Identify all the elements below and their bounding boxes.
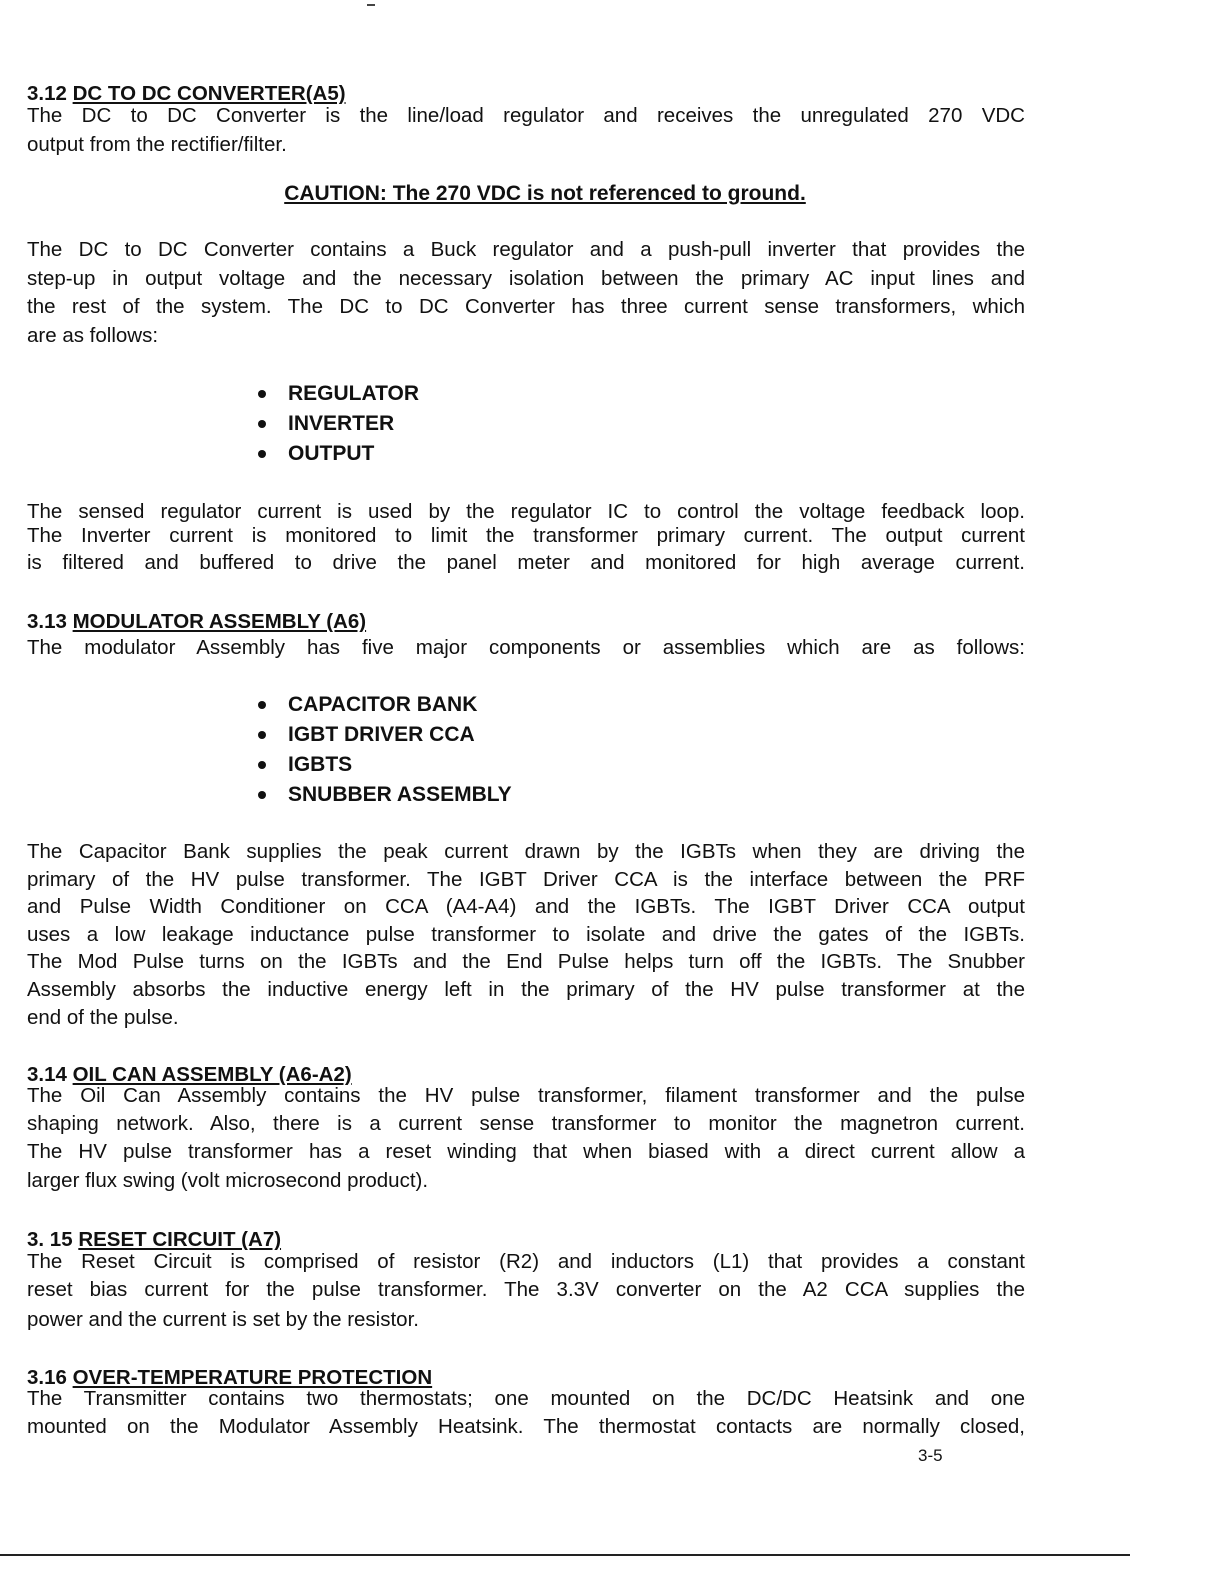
paragraph-line: output from the rectifier/filter. (27, 133, 287, 156)
paragraph-line: the rest of the system. The DC to DC Converter has three current sense transformers, which (27, 295, 1025, 318)
bullet-item (258, 441, 374, 467)
section-number: 3.12 (27, 82, 67, 105)
paragraph-line: step-up in output voltage and the necessary isolation between the primary AC input lines and (27, 267, 1025, 290)
section-number: 3.13 (27, 610, 67, 633)
paragraph-line: end of the pulse. (27, 1006, 179, 1029)
section-heading (27, 609, 1025, 635)
paragraph-line: The Capacitor Bank supplies the peak current drawn by the IGBTs when they are driving the (27, 840, 1025, 863)
bullet-label: CAPACITOR BANK (288, 693, 478, 716)
bullet-item (258, 722, 475, 748)
bullet-label: SNUBBER ASSEMBLY (288, 783, 512, 806)
paragraph-line: uses a low leakage inductance pulse transformer to isolate and drive the gates of the IGBTs. (27, 923, 1025, 946)
bullet-item (258, 692, 477, 718)
bullet-icon (258, 390, 266, 398)
paragraph-line: primary of the HV pulse transformer. The IGBT Driver CCA is the interface between the PRF (27, 868, 1025, 891)
bullet-icon (258, 791, 266, 799)
paragraph-line: The HV pulse transformer has a reset winding that when biased with a direct current allow a (27, 1140, 1025, 1163)
paragraph-line: larger flux swing (volt microsecond product). (27, 1169, 429, 1192)
bullet-icon (258, 450, 266, 458)
paragraph-line: is filtered and buffered to drive the panel meter and monitored for high average current. (27, 551, 1025, 574)
paragraph-line: Assembly absorbs the inductive energy left in the primary of the HV pulse transformer at the (27, 978, 1025, 1001)
paragraph-line: The Mod Pulse turns on the IGBTs and the End Pulse helps turn off the IGBTs. The Snubber (27, 950, 1025, 973)
section-title: OIL CAN ASSEMBLY (A6-A2) (72, 1063, 352, 1086)
bullet-label: OUTPUT (288, 442, 375, 465)
paragraph-line: are as follows: (27, 324, 159, 347)
paragraph-line: The Oil Can Assembly contains the HV pulse transformer, filament transformer and the pulse (27, 1084, 1025, 1107)
paragraph-line: The modulator Assembly has five major components or assemblies which are as follows: (27, 636, 1025, 659)
paragraph-line: The Reset Circuit is comprised of resistor (R2) and inductors (L1) that provides a constant (27, 1250, 1025, 1273)
section-number: 3.14 (27, 1063, 67, 1086)
paragraph-line: The DC to DC Converter contains a Buck regulator and a push-pull inverter that provides the (27, 238, 1025, 261)
page-bottom-rule (0, 1554, 1130, 1556)
paragraph-line: and Pulse Width Conditioner on CCA (A4-A4) and the IGBTs. The IGBT Driver CCA output (27, 895, 1025, 918)
page-number: 3-5 (918, 1446, 943, 1465)
paragraph-line: The DC to DC Converter is the line/load regulator and receives the unregulated 270 VDC (27, 104, 1025, 127)
paragraph-line: The Transmitter contains two thermostats; one mounted on the DC/DC Heatsink and one (27, 1387, 1025, 1410)
bullet-icon (258, 420, 266, 428)
caution-note: CAUTION: The 270 VDC is not referenced to ground. (284, 182, 806, 205)
scan-mark (367, 4, 375, 6)
bullet-label: IGBT DRIVER CCA (288, 723, 475, 746)
bullet-label: INVERTER (288, 412, 395, 435)
section-number: 3. 15 (27, 1228, 73, 1251)
paragraph-line: shaping network. Also, there is a current sense transformer to monitor the magnetron current. (27, 1112, 1025, 1135)
bullet-item (258, 782, 512, 808)
section-title: DC TO DC CONVERTER(A5) (72, 82, 346, 105)
section-title: MODULATOR ASSEMBLY (A6) (72, 610, 367, 633)
bullet-label: REGULATOR (288, 382, 420, 405)
bullet-item (258, 381, 419, 407)
paragraph-line: The sensed regulator current is used by the regulator IC to control the voltage feedback loop. (27, 500, 1025, 523)
bullet-icon (258, 731, 266, 739)
paragraph-line: power and the current is set by the resistor. (27, 1308, 419, 1331)
paragraph-line: mounted on the Modulator Assembly Heatsink. The thermostat contacts are normally closed, (27, 1415, 1025, 1438)
paragraph-line: The Inverter current is monitored to limit the transformer primary current. The output current (27, 524, 1025, 547)
section-title: OVER-TEMPERATURE PROTECTION (72, 1366, 433, 1389)
bullet-icon (258, 761, 266, 769)
bullet-label: IGBTS (288, 753, 353, 776)
section-title: RESET CIRCUIT (A7) (78, 1228, 282, 1251)
bullet-icon (258, 701, 266, 709)
paragraph-line: reset bias current for the pulse transformer. The 3.3V converter on the A2 CCA supplies the (27, 1278, 1025, 1301)
section-number: 3.16 (27, 1366, 67, 1389)
bullet-item (258, 411, 394, 437)
bullet-item (258, 752, 352, 778)
